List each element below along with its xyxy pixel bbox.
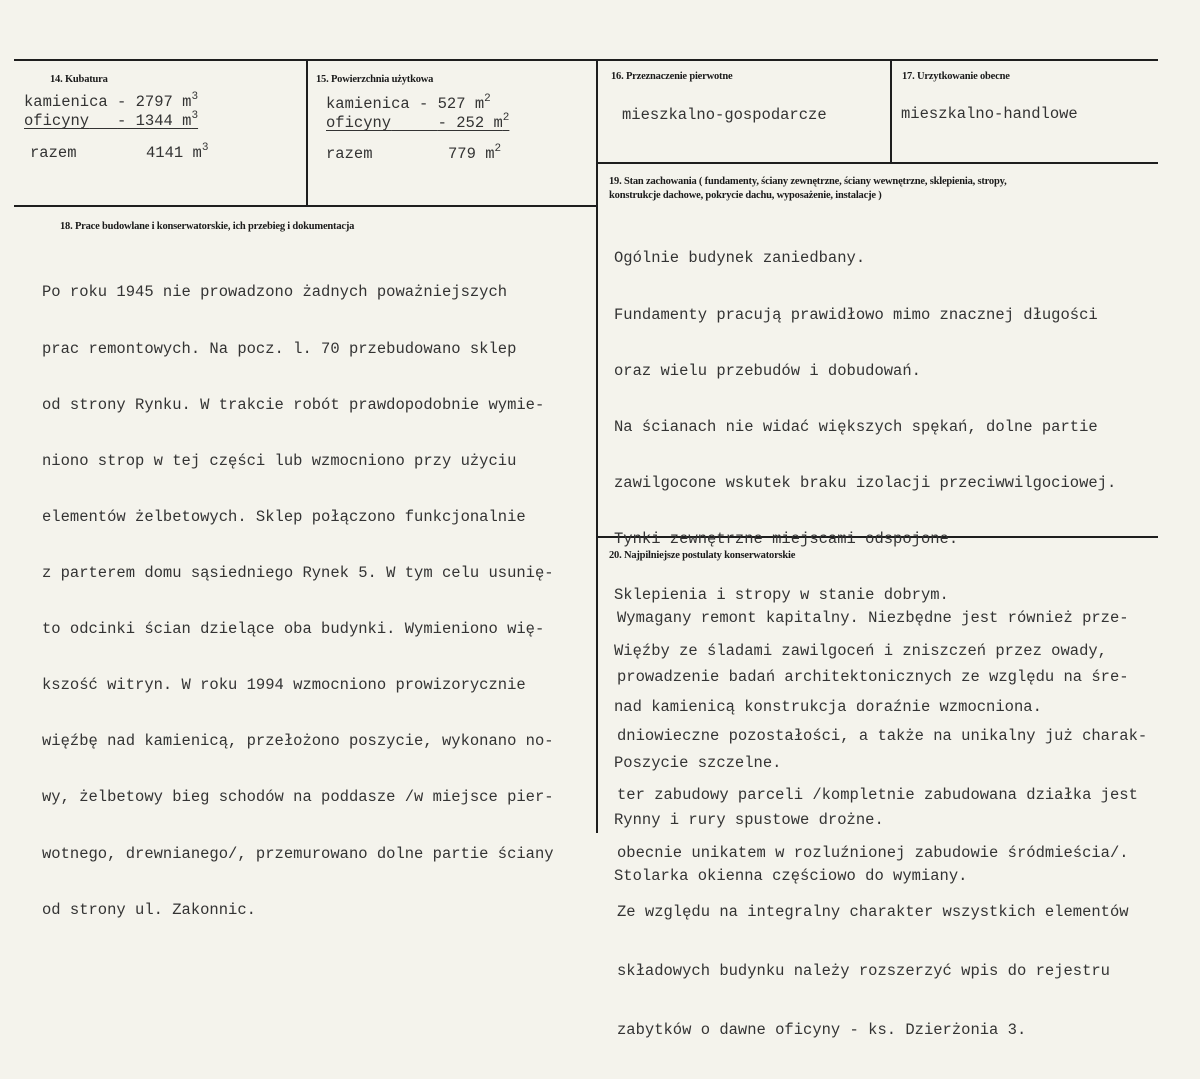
text-line: z parterem domu sąsiedniego Rynek 5. W tym celu usunię- xyxy=(42,563,554,582)
text-line: ter zabudowy parceli /kompletnie zabudowana działka jest xyxy=(617,785,1138,804)
row-name: oficyny xyxy=(24,112,90,130)
section-14-row-oficyny xyxy=(24,112,198,131)
text-line: elementów żelbetowych. Sklep połączono funkcjonalnie xyxy=(42,507,526,526)
row-unit-exponent: 2 xyxy=(484,93,491,105)
divider-main-vertical xyxy=(596,59,598,833)
text-line: dniowieczne pozostałości, a także na unikalny już charak- xyxy=(617,726,1148,745)
text-line: od strony ul. Zakonnic. xyxy=(42,900,256,919)
section-14-row-kamienica xyxy=(24,93,198,112)
rule-above-section-19 xyxy=(597,162,1158,164)
text-line: Po roku 1945 nie prowadzono żadnych poważniejszych xyxy=(42,283,508,302)
text-line: Tynki zewnętrzne miejscami odspojone. xyxy=(614,529,959,548)
section-20-label: 20. Najpilniejsze postulaty konserwatorskie xyxy=(609,550,796,561)
text-line: Ogólnie budynek zaniedbany. xyxy=(614,249,866,268)
text-line: oraz wielu przebudów i dobudowań. xyxy=(614,361,921,380)
text-line: obecnie unikatem w rozluźnionej zabudowie śródmieścia/. xyxy=(617,844,1129,863)
text-line: wy, żelbetowy bieg schodów na poddasze /w miejsce pier- xyxy=(42,788,554,807)
text-line: nad kamienicą konstrukcja doraźnie wzmocniona. xyxy=(614,698,1042,717)
row-value: - 2797 m xyxy=(117,93,192,111)
section-14-label: 14. Kubatura xyxy=(50,74,108,85)
section-17-value: mieszkalno-handlowe xyxy=(901,105,1078,123)
row-unit-exponent: 3 xyxy=(191,91,199,103)
section-15-total-name: razem xyxy=(326,145,373,163)
row-name: oficyny xyxy=(326,114,392,132)
divider-16-17 xyxy=(890,59,892,164)
top-rule xyxy=(14,59,1158,61)
text-line: niono strop w tej części lub wzmocniono przy użyciu xyxy=(42,451,517,470)
total-value: 779 m xyxy=(448,145,495,163)
section-16-label: 16. Przeznaczenie pierwotne xyxy=(611,71,733,82)
text-line: Poszycie szczelne. xyxy=(614,754,782,773)
text-line: więźbę nad kamienicą, przełożono poszycie, wykonano no- xyxy=(42,732,554,751)
row-value: - 527 m xyxy=(419,95,485,113)
total-value: 4141 m xyxy=(146,144,202,162)
row-name: kamienica xyxy=(326,95,410,113)
row-unit-exponent: 2 xyxy=(502,112,510,124)
divider-14-15 xyxy=(306,59,308,207)
section-17-label: 17. Urzytkowanie obecne xyxy=(902,71,1010,82)
row-unit-exponent: 3 xyxy=(191,110,199,122)
section-15-row-kamienica xyxy=(326,95,491,114)
text-line: Więźby ze śladami zawilgoceń i zniszczeń przez owady, xyxy=(614,642,1107,661)
row-value: - 252 m xyxy=(437,114,503,132)
text-line: to odcinki ścian dzielące oba budynki. Wymieniono wię- xyxy=(42,620,545,639)
section-16-value: mieszkalno-gospodarcze xyxy=(622,106,827,124)
text-line: Stolarka okienna częściowo do wymiany. xyxy=(614,866,968,885)
text-line: Rynny i rury spustowe drożne. xyxy=(614,810,884,829)
text-line: składowych budynku należy rozszerzyć wpis do rejestru xyxy=(617,961,1110,980)
section-15-row-oficyny xyxy=(326,114,509,133)
section-18-label: 18. Prace budowlane i konserwatorskie, ich przebieg i dokumentacja xyxy=(60,221,355,232)
text-line: kszość witryn. W roku 1994 wzmocniono prowizorycznie xyxy=(42,676,526,695)
section-19-label-line-1: 19. Stan zachowania ( fundamenty, ściany zewnętrzne, ściany wewnętrzne, sklepienia, stropy, xyxy=(609,176,1007,187)
total-unit-exponent: 3 xyxy=(201,142,209,154)
text-line: wotnego, drewnianego/, przemurowano dolne partie ściany xyxy=(42,844,554,863)
text-line: Na ścianach nie widać większych spękań, dolne partie xyxy=(614,417,1098,436)
section-15-label: 15. Powierzchnia użytkowa xyxy=(316,74,434,85)
text-line: zabytków o dawne oficyny - ks. Dzierżonia 3. xyxy=(617,1020,1027,1039)
text-line: zawilgocone wskutek braku izolacji przeciwwilgociowej. xyxy=(614,473,1117,492)
section-14-total-name: razem xyxy=(30,144,77,162)
text-line: od strony Rynku. W trakcie robót prawdopodobnie wymie- xyxy=(42,395,545,414)
row-value: - 1344 m xyxy=(117,112,192,130)
text-line: prac remontowych. Na pocz. l. 70 przebudowano sklep xyxy=(42,339,517,358)
total-unit-exponent: 2 xyxy=(494,143,502,155)
text-line: Sklepienia i stropy w stanie dobrym. xyxy=(614,586,949,605)
section-15-total-value xyxy=(448,145,501,164)
section-18-text xyxy=(42,246,554,957)
text-line: Fundamenty pracują prawidłowo mimo znacznej długości xyxy=(614,305,1098,324)
section-14-total-value xyxy=(146,144,208,163)
text-line: prowadzenie badań architektonicznych ze względu na śre- xyxy=(617,667,1129,686)
text-line: Ze względu na integralny charakter wszystkich elementów xyxy=(617,903,1129,922)
section-19-label-line-2: konstrukcje dachowe, pokrycie dachu, wyposażenie, instalacje ) xyxy=(609,190,882,201)
section-20-text xyxy=(617,570,1147,1079)
row-name: kamienica xyxy=(24,93,108,111)
text-line: Wymagany remont kapitalny. Niezbędne jest również prze- xyxy=(617,609,1129,628)
